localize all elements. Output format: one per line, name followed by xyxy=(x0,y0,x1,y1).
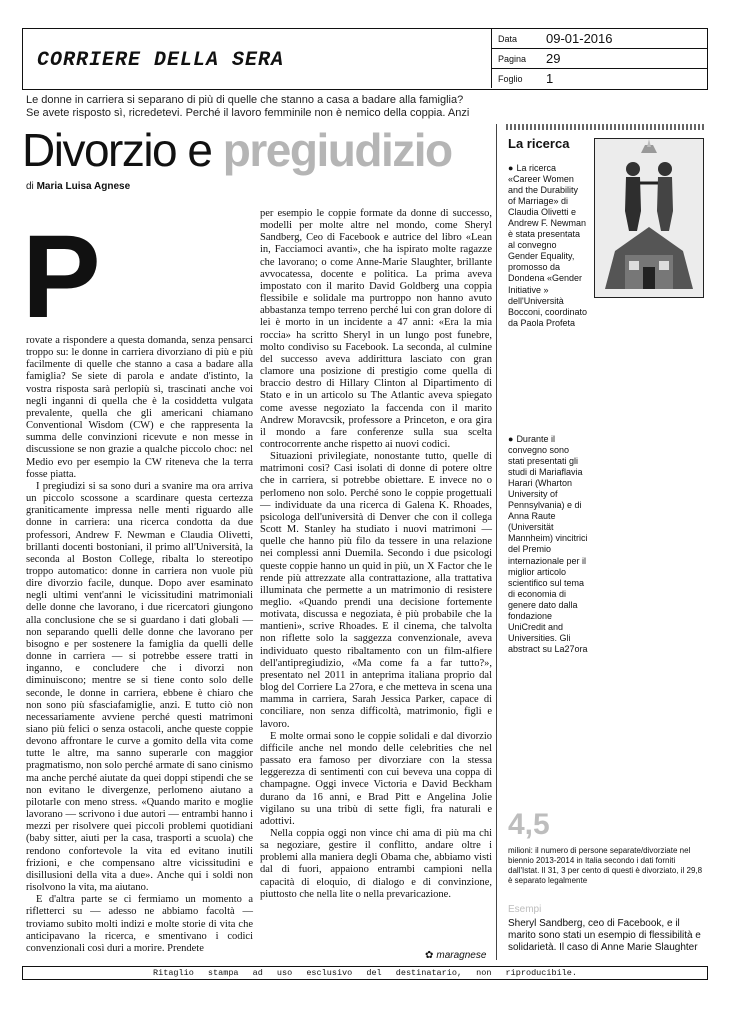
examples-label: Esempi xyxy=(508,904,542,915)
paragraph: Situazioni privilegiate, nonostante tutto, quelle di matrimoni così? Casi isolati di donne di potere oltre che in carriera, si potrebbe obiettare. E invece no o perlomeno non solo. Perché sono le coppie progettuali — individuate da una ricerca di Galena K. Rhoades, psicologa dell'università di Denver che con il collega Scott M. Stanley ha studiato i nuovi matrimoni — quelle che hanno più filo da tessere in una relazione nei complessi anni Duemila. Secondo i due psicologi queste coppie hanno un quid in più, un X Factor che le rende più attrezzate alla contrattazione, alla trattativa illuminata che permette a un matrimonio di resistere meglio. «Quando prendi una decisione fortemente motivata, discussa e negoziata, è più probabile che la mantieni», scrive Rhoades. E il cinema, che talvolta non riflette solo la saggezza convenzionale, aveva individuato questo ribaltamento con un film-alfiere dell'antipregiudizio, «Ma come fa a far tutto?», presentato nel 2011 in anteprima italiana proprio dal blog del Corriere La 27ora, e che metteva in scena una mamma in carriera, Sarah Jessica Parker, capace di conciliare, non senza difficoltà, matrimonio, figli e lavoro. xyxy=(260,451,492,730)
newspaper-masthead: CORRIERE DELLA SERA xyxy=(37,49,285,72)
meta-row-date xyxy=(492,29,708,49)
sidebar-texture-bar xyxy=(506,124,704,130)
meta-label: Foglio xyxy=(498,73,523,84)
meta-row-sheet xyxy=(492,69,708,88)
paragraph: E molte ormai sono le coppie solidali e dal divorzio difficile anche nel mondo delle celebrities che nel passato era famoso per divorziare con la stessa leggerezza di sentimenti con cui beveva una coppa di champagne. Oggi invece Victoria e David Beckham durano da 16 anni, e Brad Pitt e Angelina Jolie vigilano su una tribù di sette figli, fra naturali e adottivi. xyxy=(260,730,492,827)
byline-author: Maria Luisa Agnese xyxy=(36,181,131,192)
byline-prefix: di xyxy=(26,181,34,192)
meta-label: Data xyxy=(498,33,518,44)
paragraph: Nella coppia oggi non vince chi ama di più ma chi sa negoziare, gestire il conflitto, andare oltre i problemi alla maniera degli Obama che, abbiamo visti dal di fuori, appaiono entrambi campioni nella capacità di eloquio, di dialogo e di convinzione, piuttosto che nella lite o nella prevaricazione. xyxy=(260,827,492,900)
drop-cap: P xyxy=(22,211,101,343)
signoff-text: maragnese xyxy=(436,950,487,961)
masthead-box xyxy=(22,28,708,90)
paragraph: I pregiudizi si sa sono duri a svanire ma ora arriva un piccolo scossone a scardinare questa certezza graniticamente impressa nelle menti riguardo alle donne in carriera: una ricerca condotta da due professori, Andrew F. Newman e Claudia Olivetti, brillanti docenti bostoniani, il primo all'Università, la seconda al Boston College, ribalta lo stereotipo troppo automatico: donne in carriera non vuole più dire divorzio facile, dunque. Dopo aver esaminato negli ultimi vent'anni le vicissitudini matrimoniali delle donne che lavorano, i due ricercatori giungono alla conclusione che se si guardano i dati globali — non separando quelli delle donne che lavorano per bisogno e per sostenere la famiglia da quelli delle donne in carriera — si potrebbe essere tratti in inganno, e concludere che i divorzi non diminuiscono; mentre se si tiene conto solo delle seconde, le donne in carriera, ebbene è chiaro che non sono più sfasciafamiglie, anzi. E tutto ciò non necessariamente avviene perché questi matrimoni siano più felici o senza ostacoli, anche queste coppie devono affrontare le curve a gomito della vita come tutte le altre, ma sanno superarle con maggior pragmatismo, non solo perché armate di sano cinismo ma anche perché aiutate da quei doppi stipendi che se non evitano le divergenze, perlomeno aiutano a pilotarle con meno stress. «Quando marito e moglie lavorano — scrivono i due autori — entrambi hanno i mezzi per risolvere quei piccoli problemi quotidiani (baby sitter, aiuti per la casa, trasporti a scuola) che rendono confortevole la vita ed evitano inutili frizioni, e che compensano altre vicissitudini e disillusioni della vita a due». Anche qui i soldi non risolvono la vita, ma aiutano. xyxy=(26,480,253,894)
article-column-2 xyxy=(260,208,492,901)
clipping-metadata xyxy=(491,29,708,88)
headline-part-highlight: pregiudizio xyxy=(222,124,452,176)
examples-text: Sheryl Sandberg, ceo di Facebook, e il marito sono stati un esempio di flessibilità e solidarietà. Il caso di Anne Marie Slaughter xyxy=(508,918,701,953)
sidebar-item xyxy=(508,163,588,329)
statistic-caption: milioni: il numero di persone separate/divorziate nel biennio 2013-2014 in Italia secondo i dati forniti dall'Istat. Il 31, 3 per cento di questi è divorziato, il 29,8 è separato legalmente xyxy=(508,846,703,885)
clipping-footer: Ritaglio stampa ad uso esclusivo del destinatario, non riproducibile. xyxy=(22,966,708,980)
kicker-line: Se avete risposto sì, ricredetevi. Perché il lavoro femminile non è nemico della coppia. Anzi xyxy=(26,107,470,119)
paragraph: E d'altra parte se ci fermiamo un momento a rifletterci su — adesso ne abbiamo facoltà — troviamo subito molti indizi e molte storie di vita che anticipavano la ricerca, e smentivano i codici convenzionali così duri a morire. Prendete xyxy=(26,894,253,954)
couple-house-illustration-icon xyxy=(595,139,703,297)
meta-value: 1 xyxy=(546,71,554,86)
signoff xyxy=(425,950,486,961)
bullet-icon: ● xyxy=(508,163,514,173)
signoff-ornament-icon: ✿ xyxy=(425,950,434,961)
bullet-icon: ● xyxy=(508,434,514,444)
paragraph: rovate a rispondere a questa domanda, senza pensarci troppo su: le donne in carriera divorziano di più e più facilmente di quelle che stanno a casa a badare alla famiglia? Se siete di parola e andate d'istinto, la vostra risposta sarà perlopiù sì, trascinati anche voi negli inganni di quella che è la cosiddetta vulgata prevalente, quella che gli americani chiamano Conventional Wisdom (CW) e che rappresenta la summa delle convinzioni ricevute e non messe in discussione se non grazie a qualche piccolo choc: nel Medio evo per esempio la CW riteneva che la terra fosse piatta. xyxy=(26,335,253,480)
headline-part: Divorzio e xyxy=(22,124,212,176)
meta-value: 09-01-2016 xyxy=(546,31,613,46)
sidebar-item-text: Durante il convegno sono stati presentati gli studi di Mariaflavia Harari (Wharton University of Pennsylvania) e di Anna Raute (Universität Mannheim) vincitrici del Premio internazionale per il miglior articolo scientifico sul tema di economia di genere dato dalla fondazione UniCredit and Universities. Gli abstract su La27ora xyxy=(508,434,588,654)
illustration xyxy=(594,138,704,298)
article-kicker xyxy=(26,94,494,120)
meta-label: Pagina xyxy=(498,53,527,64)
meta-value: 29 xyxy=(546,51,561,66)
paragraph: per esempio le coppie formate da donne di successo, modelli per molte altre nel mondo, come Sheryl Sandberg, Ceo di Facebook e autrice del libro «Lean in, Facciamoci avanti», che ha ispirato molte ragazze che lavorano; o come Anne-Marie Slaughter, brillante avvocatessa, docente e politica. La prima aveva impostato con il marito David Goldberg una coppia flessibile e solidale ma purtroppo non hanno avuto abbastanza tempo terreno perché lui con gran dolore di lei è morto in un incidente a 47 anni: «Era la mia roccia» ha scritto Sheryl in un lungo post funebre, molto condiviso su Facebook. La seconda, al culmine del successo aveva addirittura lasciato con gran clamore una posizione di prestigio come quella di braccio destro di Hillary Clinton al Dipartimento di Stato e in un articolo su The Atlantic aveva spiegato come avesse negoziato la faccenda con il marito Andrew Moravcsik, professore a Princeton, e ora gira il mondo a fare conferenze sulla sua scelta controcorrente anche rispetto ai nuovi codici. xyxy=(260,208,492,450)
column-divider xyxy=(496,124,497,960)
kicker-line: Le donne in carriera si separano di più di quelle che stanno a casa a badare alla famiglia? xyxy=(26,94,464,106)
sidebar-title: La ricerca xyxy=(508,136,570,151)
statistic-number: 4,5 xyxy=(508,808,550,841)
meta-row-page xyxy=(492,49,708,69)
article-column-1 xyxy=(26,335,253,955)
byline xyxy=(26,181,130,192)
sidebar-item-text: La ricerca «Career Women and the Durability of Marriage» di Claudia Olivetti e Andrew F. Newman è stata presentata al convegno Gender Equality, promosso da Dondena «Gender Initiative » dell'Università Bocconi, coordinato da Paola Profeta xyxy=(508,163,588,328)
sidebar-item xyxy=(508,434,588,655)
clipping-page xyxy=(22,28,708,976)
article-headline xyxy=(22,124,452,176)
